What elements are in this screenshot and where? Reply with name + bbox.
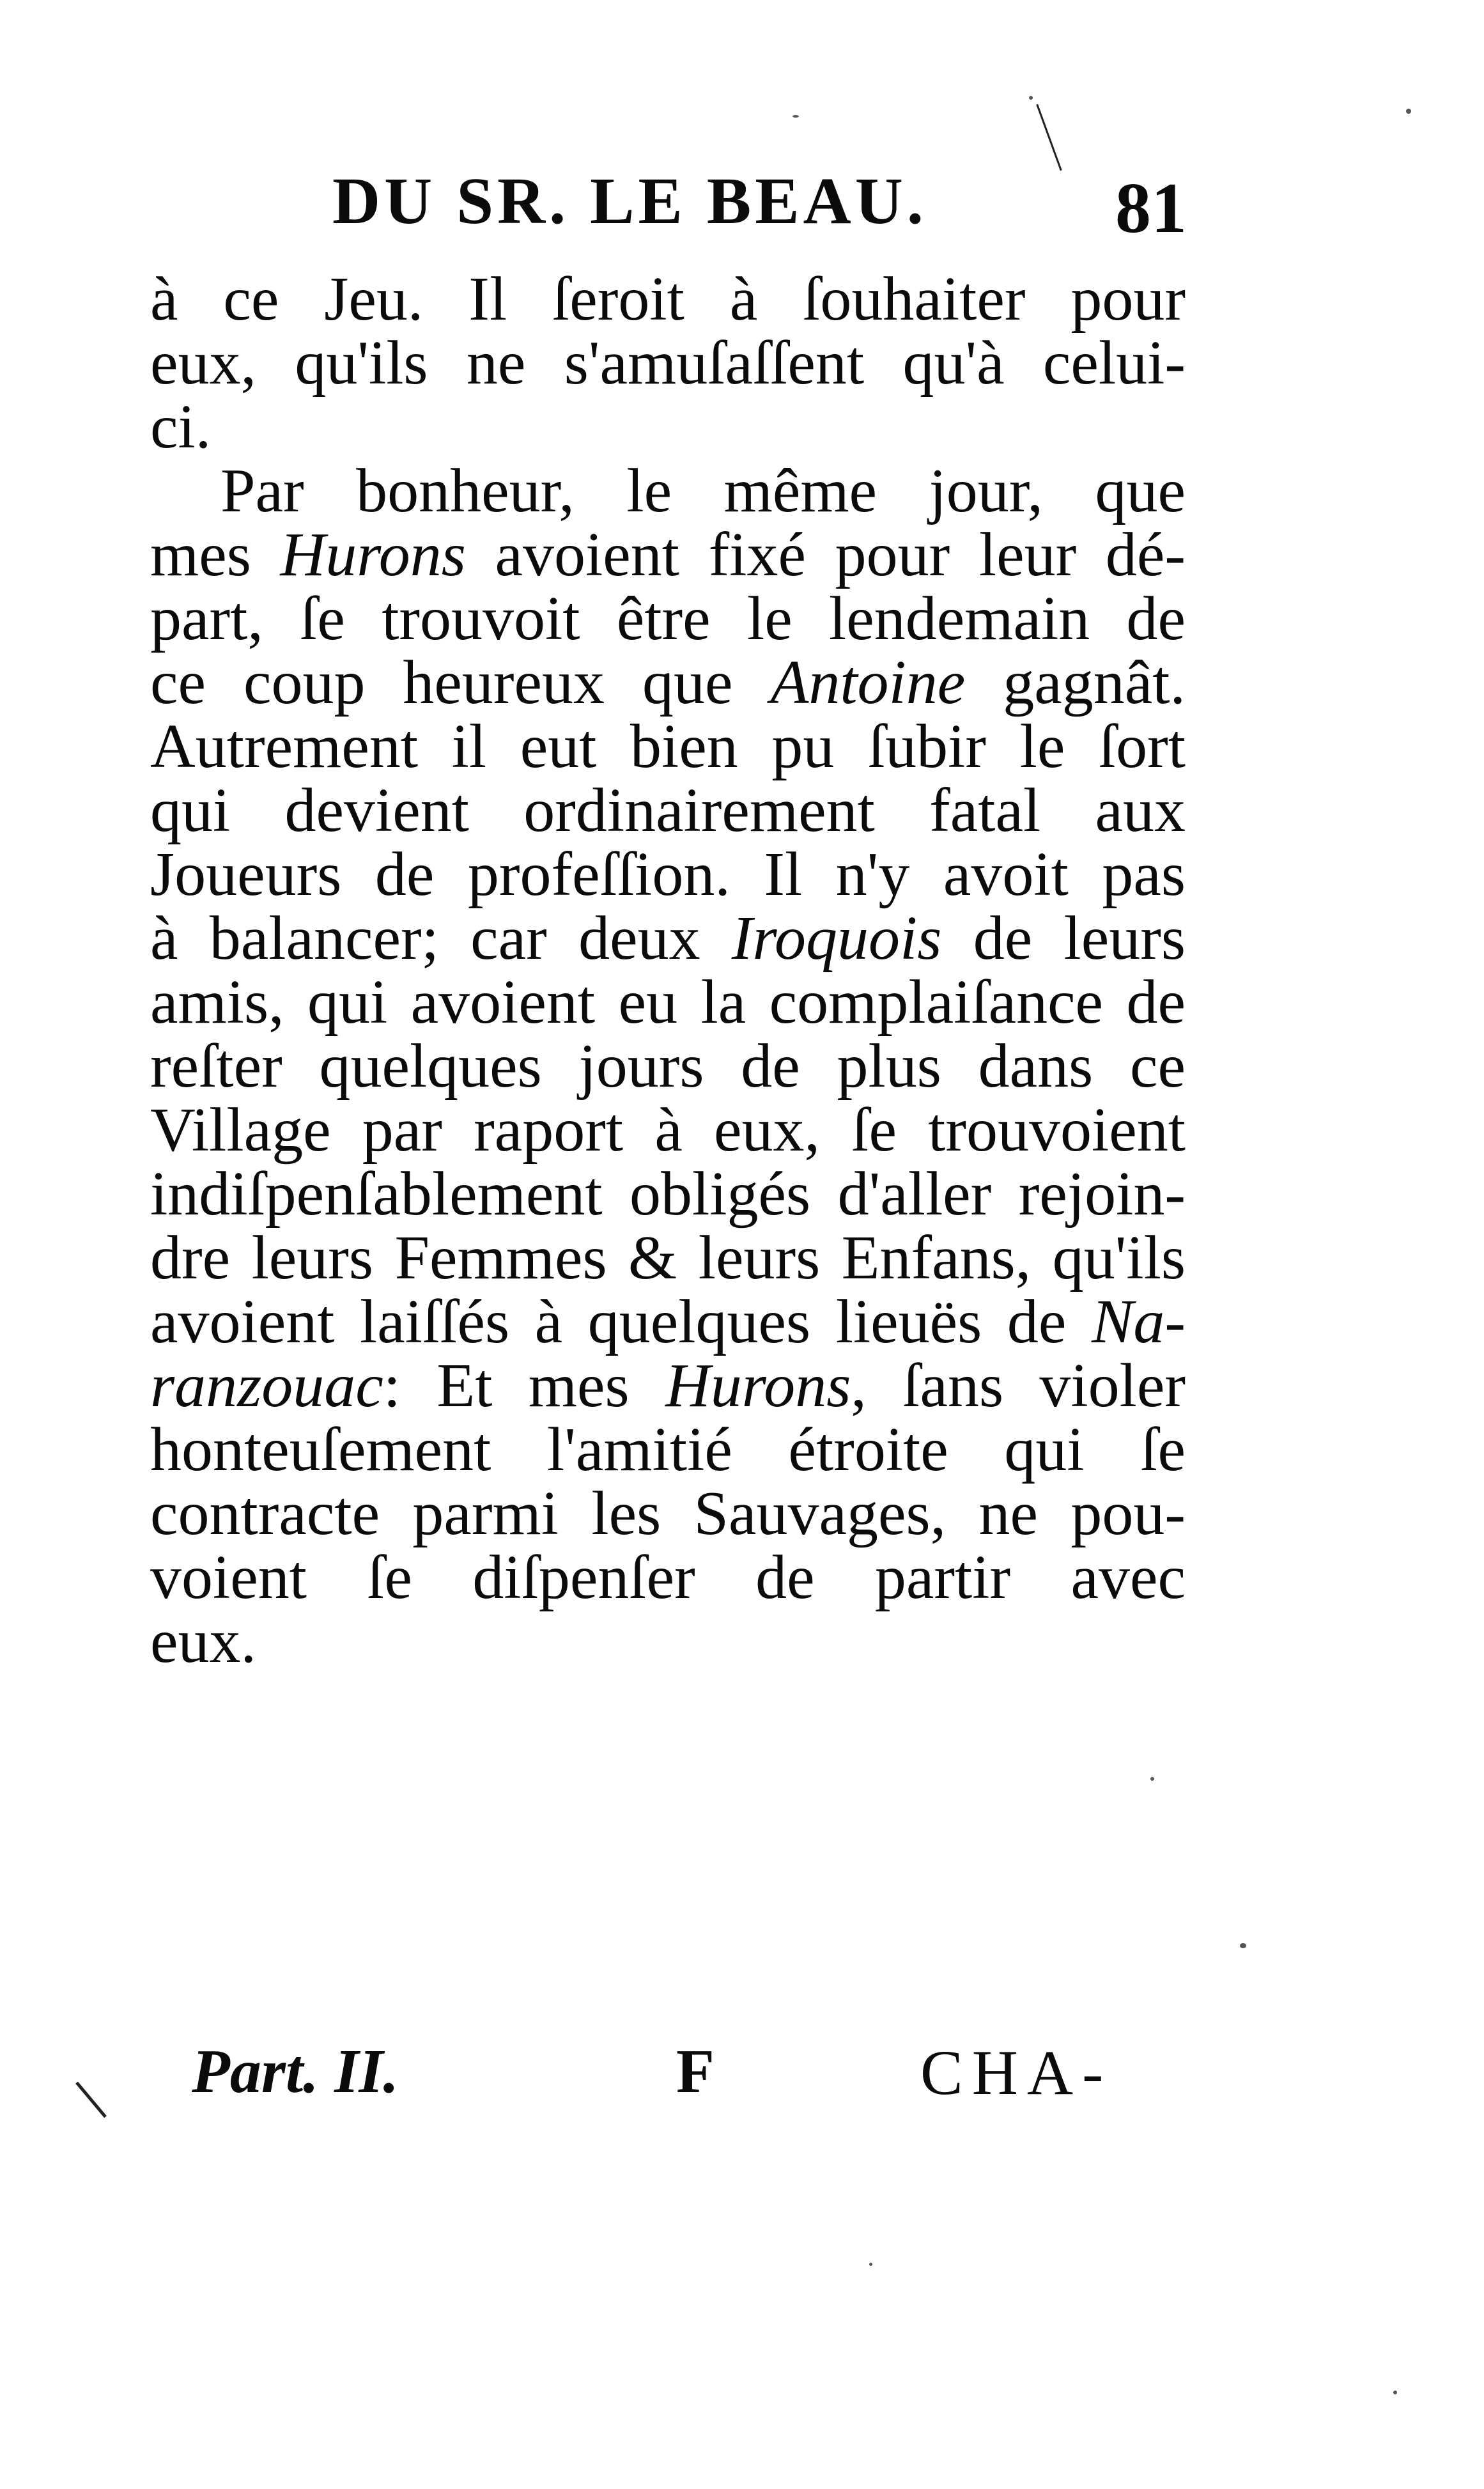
text-line: amis, qui avoient eu la complaiſance de bbox=[150, 968, 1186, 1037]
scan-speck bbox=[1406, 109, 1411, 114]
text-line: indiſpenſablement obligés d'aller rejoin- bbox=[150, 1159, 1186, 1229]
text-line: ce coup heureux que Antoine gagnât. bbox=[150, 648, 1186, 717]
text-line: Village par raport à eux, ſe trouvoient bbox=[150, 1096, 1186, 1165]
scan-speck bbox=[1150, 1777, 1154, 1781]
scan-speck bbox=[869, 2263, 872, 2266]
text-line: Joueurs de profeſſion. Il n'y avoit pas bbox=[150, 840, 1186, 909]
text-line: qui devient ordinairement fatal aux bbox=[150, 776, 1186, 845]
italic-term: Hurons bbox=[665, 1351, 851, 1420]
page-number: 81 bbox=[1115, 169, 1187, 248]
text-line: part, ſe trouvoit être le lendemain de bbox=[150, 584, 1186, 653]
text-line: à balancer; car deux Iroquois de leurs bbox=[150, 904, 1186, 973]
running-head: DU SR. LE BEAU. bbox=[332, 164, 927, 238]
body-text bbox=[150, 265, 1186, 1676]
scan-speck bbox=[1029, 96, 1033, 100]
text-line: eux, qu'ils ne s'amuſaſſent qu'à celui- bbox=[150, 329, 1186, 398]
paragraph-start-line: Par bonheur, le même jour, que bbox=[220, 456, 1186, 525]
scan-mark bbox=[75, 2082, 107, 2118]
text-line: à ce Jeu. Il ſeroit à ſouhaiter pour bbox=[150, 265, 1186, 334]
text-line: eux. bbox=[150, 1607, 256, 1676]
italic-term: Hurons bbox=[280, 520, 466, 589]
part-indicator: Part. II. bbox=[192, 2037, 399, 2106]
text-line: mes Hurons avoient fixé pour leur dé- bbox=[150, 520, 1186, 589]
scan-mark bbox=[1036, 104, 1062, 171]
italic-term: Iroquois bbox=[731, 904, 942, 973]
signature-mark: F bbox=[676, 2037, 715, 2106]
text-line: ci. bbox=[150, 392, 212, 461]
text-line: ranzouac: Et mes Hurons, ſans violer bbox=[150, 1351, 1186, 1420]
text-line: honteuſement l'amitié étroite qui ſe bbox=[150, 1415, 1186, 1484]
text-line: dre leurs Femmes & leurs Enfans, qu'ils bbox=[150, 1223, 1186, 1292]
text-line: Autrement il eut bien pu ſubir le ſort bbox=[150, 712, 1186, 781]
italic-term: Antoine bbox=[770, 648, 966, 717]
text-line: contracte parmi les Sauvages, ne pou- bbox=[150, 1479, 1186, 1548]
scan-speck bbox=[1240, 1943, 1246, 1948]
scan-speck bbox=[792, 115, 799, 118]
scan-speck bbox=[1393, 2391, 1397, 2394]
italic-term: Na- bbox=[1092, 1287, 1186, 1356]
italic-term: ranzouac bbox=[150, 1351, 383, 1420]
text-line: reſter quelques jours de plus dans ce bbox=[150, 1032, 1186, 1101]
text-line: voient ſe diſpenſer de partir avec bbox=[150, 1543, 1186, 1612]
catchword: CHA- bbox=[920, 2037, 1113, 2108]
text-line: avoient laiſſés à quelques lieuës de Na- bbox=[150, 1287, 1186, 1356]
